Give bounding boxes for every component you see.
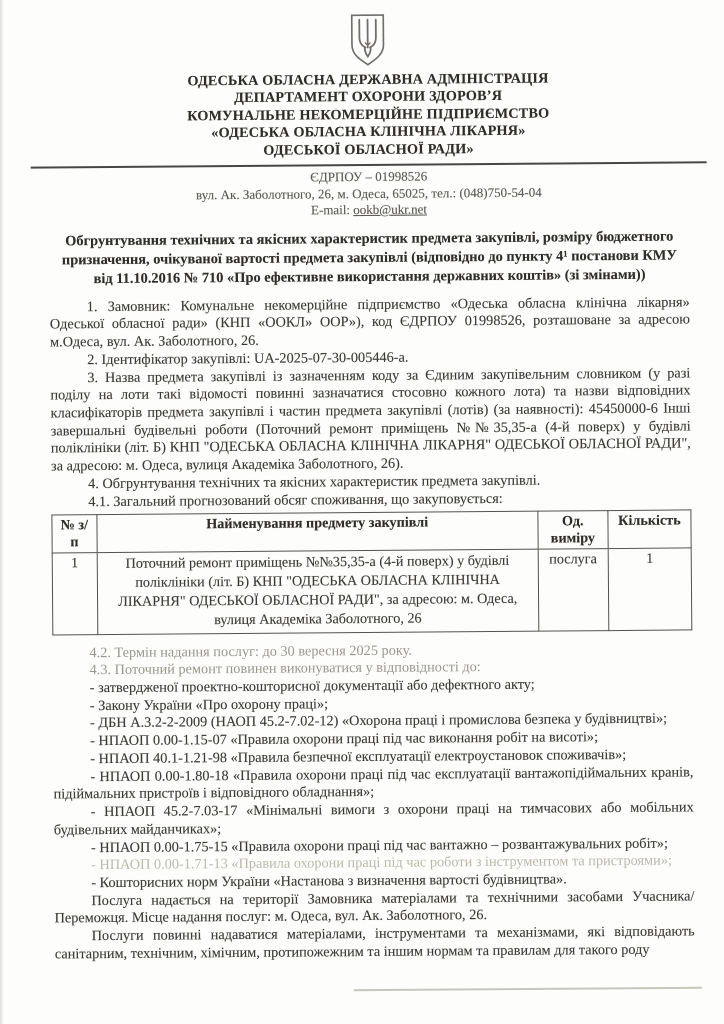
address-line: вул. Ак. Заболотного, 26, м. Одеса, 65025, тел.: (048)750-54-04 [195,184,542,203]
list-item-design-docs: - затвердженої проектно-кошторисної документації або дефектного акту; [89,676,535,697]
list-item-dbn: - ДБН А.3.2-2-2009 (НАОП 45.2-7.02-12) «Охорона праці і промислова безпека у будівництві»; [89,711,668,732]
paragraph-4-1-volume: 4.1. Загальний прогнозований обсяг споживання, що закуповується: [88,490,503,510]
org-name-line-5: ОДЕСЬКОЇ ОБЛАСНОЇ РАДИ» [263,140,474,159]
list-item-npaop-tools: - НПАОП 0.00-1.71-13 «Правила охорони праці під час роботи з інструментом та пристроями»; [91,852,672,874]
list-item-cost-norms: - Кошторисних норм України «Настанова з визначення вартості будівництва». [91,871,567,892]
scan-artifact-line [354,987,702,991]
paragraph-4-2-term: 4.2. Термін надання послуг: до 30 вересня 2025 року. [89,642,412,661]
email-label: E-mail: [310,202,351,218]
paragraph-1-customer: 1. Замовник: Комунальне некомерційне підприємство «Одеська обласна клінічна лікарня» Одеської обласної ради» (КНП «ООКЛ» ООР»), код ЄДРПОУ 01998526, розташоване за адресою м.Одеса, вул. Ак. Заболотного, 26. [49,294,690,351]
ukraine-trident-icon [344,13,390,67]
org-name-line-2: ДЕПАРТАМЕНТ ОХОРОНИ ЗДОРОВ’Я [234,88,503,107]
paragraph-service-location: Послуга надається на території Замовника матеріалами та технічними засобами Учасника/Переможця. Місце надання послуг: м. Одеса, вул. Ак. Заболотного, 26. [54,888,695,927]
list-item-npaop-heights: - НПАОП 0.00-1.15-07 «Правила охорони праці під час виконання робіт на висоті»; [90,729,599,750]
edrpou-line: ЄДРПОУ – 01998526 [310,168,428,185]
paragraph-4-3-compliance: 4.3. Поточний ремонт повинен виконуватися у відповідності до: [89,659,481,679]
paragraph-4-justification: 4. Обгрунтування технічних та якісних характеристик предмета закупівлі. [88,472,541,492]
procurement-items-table [51,510,692,635]
org-name-line-3: КОМУНАЛЬНЕ НЕКОМЕРЦІЙНЕ ПІДПРИЄМСТВО [187,105,550,125]
list-item-labor-law: - Закону України «Про охорону праці»; [89,696,329,714]
table-row [52,548,692,635]
list-item-npaop-cranes: - НПАОП 0.00-1.80-18 «Правила охорони праці під час експлуатації вантажопідіймальних кранів, підіймальних пристроїв і відповідного обладнання»; [53,764,694,803]
list-item-npaop-sites: - НПАОП 45.2-7.03-17 «Мінімальні вимоги з охорони праці на тимчасових або мобільних будівельних майданчиках»; [53,799,694,839]
cell-quantity: 1 [608,548,692,630]
org-name-line-1: ОДЕСЬКА ОБЛАСНА ДЕРЖАВНА АДМІНІСТРАЦІЯ [187,70,549,90]
paragraph-3-subject-name: 3. Назва предмета закупівлі із зазначенням коду за Єдиним закупівельним словником (у разі поділу на лоти такі відомості повинні зазначатися стосовно кожного лота) та назви відповідних класифікаторів предмета закупівлі і частин предмета закупівлі (лотів) (за наявності): 45450000-6 Інші завершальні будівельні роботи (Поточний ремонт приміщень №№35,35-а (4-й поверх) у будівлі поліклініки (літ. Б) КНП "ОДЕСЬКА ОБЛАСНА КЛІНІЧНА ЛІКАРНЯ" ОДЕСЬКОЇ ОБЛАСНОЇ РАДИ", за адресою: м. Одеса, вулиця Академіка Заболотного, 26). [50,364,691,475]
cell-row-number: 1 [52,552,97,634]
table-header-row [52,510,691,553]
column-header-quantity: Кількість [608,510,691,548]
cell-item-name: Поточний ремонт приміщень №№35,35-а (4-й поверх) у будівлі поліклініки (літ. Б) КНП "ОДЕСЬКА ОБЛАСНА КЛІНІЧНА ЛІКАРНЯ" ОДЕСЬКОЇ ОБЛАСНОЇ РАДИ", за адресою: м. Одеса, вулиця Академіка Заболотного, 26 [97,549,539,634]
paragraph-2-procurement-id: 2. Ідентифікатор закупівлі: UA-2025-07-30-005446-a. [87,349,409,368]
column-header-unit: Од. виміру [538,511,609,549]
paragraph-service-requirements: Послуги повинні надаватися матеріалами, інструментами та механізмами, які відповідають санітарним, технічним, хімічним, протипожежним та іншим нормам та правилам для такого роду [54,923,695,963]
column-header-item-name: Найменування предмету закупівлі [97,511,538,552]
document-title: Обгрунтування технічних та якісних характеристик предмета закупівлі, розміру бюджетного призначення, очікуваної вартості предмета закупівлі (відповідно до пункту 4¹ постанови КМУ від 11.10.2016 № 710 «Про ефективне використання державних коштів» (зі змінами)) [61,229,677,288]
list-item-npaop-electrical: - НПАОП 40.1-1.21-98 «Правила безпечної експлуатації електроустановок споживачів»; [90,746,627,768]
email-value: ookb@ukr.net [353,201,428,218]
list-item-npaop-loading: - НПАОП 0.00-1.75-15 «Правила охорони праці під час вантажно – розвантажувальних робіт»; [90,835,668,856]
cell-unit: послуга [538,548,609,630]
column-header-number: № з/п [52,515,97,553]
org-name-line-4: «ОДЕСЬКА ОБЛАСНА КЛІНІЧНА ЛІКАРНЯ» [211,123,526,142]
